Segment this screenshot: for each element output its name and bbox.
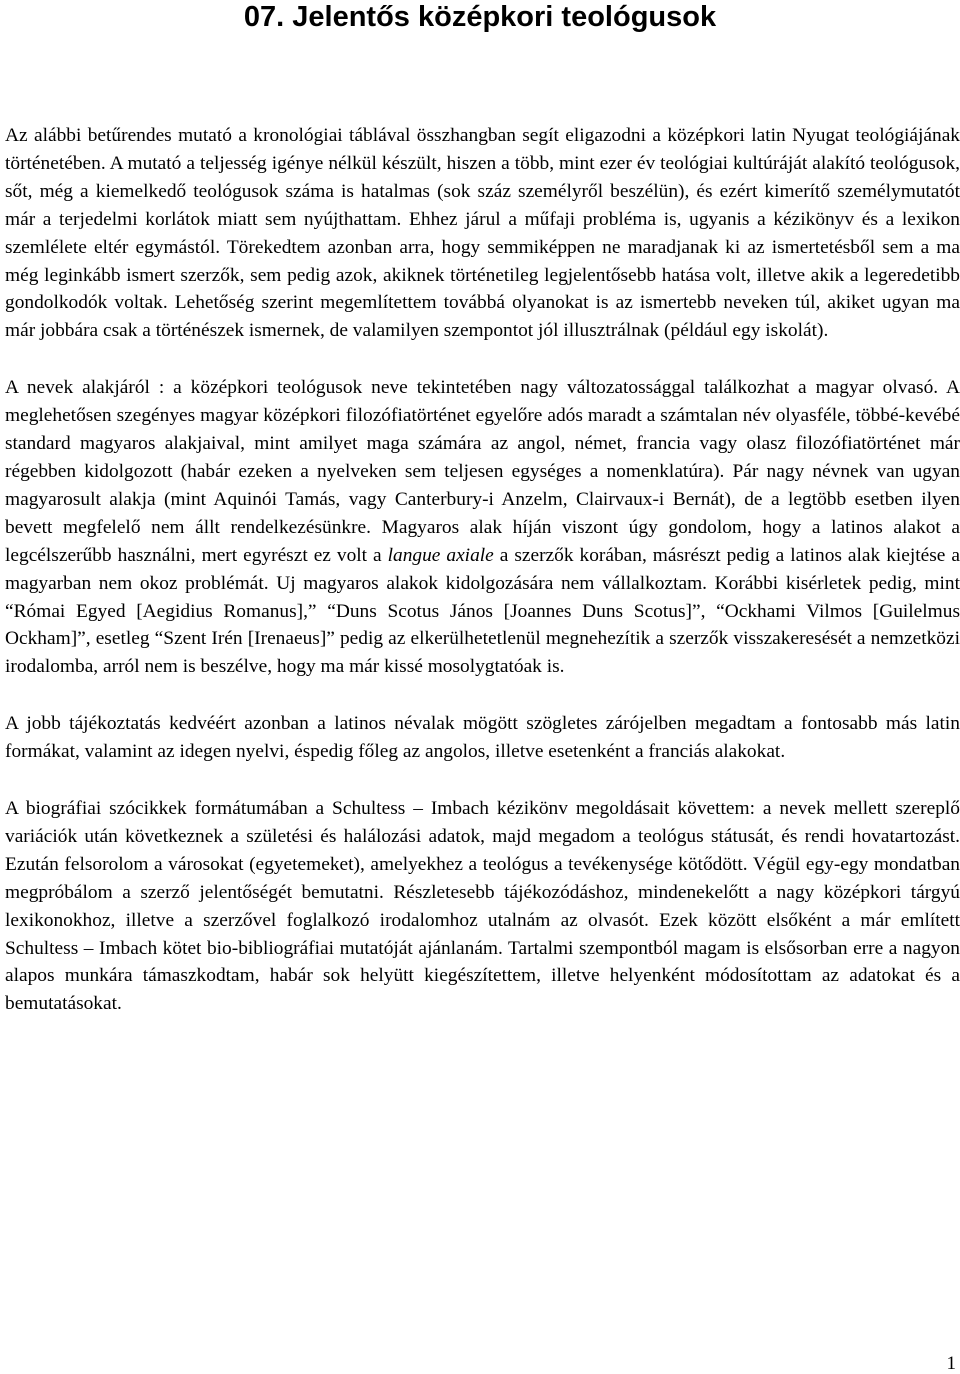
page-number: 1 xyxy=(946,1353,956,1374)
name-forms-text-part-2: a szerzők korában, másrészt pedig a latinos alak kiejtése a magyarban nem okoz problémát. Uj magyaros alakok kidolgozására nem vállalkoztam. Korábbi kisérletek pedig, mint “Római Egyed [Aegidius Romanus],” “Duns Scotus János [Joannes Duns Scotus]”, “Ockhami Vilmos [Guilelmus Ockham]”, esetleg “Szent Irén [Irenaeus]” pedig az elkerülhetetlenül megnehezítik a szerzők visszakeresését a nemzetközi irodalomba, arról nem is beszélve, hogy ma már kissé mosolygtatóak is. xyxy=(5,544,960,678)
biography-format-paragraph: A biográfiai szócikkek formátumában a Schultess – Imbach kézikönv megoldásait követtem: a nevek mellett szereplő variációk után következnek a születési és halálozási adatok, majd megadom a teológus státusát, és rendi hovatartozást. Ezután felsorolom a városokat (egyetemeket), amelyekhez a teológus a tevékenysége kötődött. Végül egy-egy mondatban megpróbálom a szerző jelentőségét bemutatni. Részletesebb tájékozódáshoz, mindenekelőtt a nagy középkori tárgyú lexikonokhoz, illetve a szerzővel foglalkozó irodalomhoz utalnám az olvasót. Ezek között elsőként a már említett Schultess – Imbach kötet bio-bibliográfiai mutatóját ajánlanám. Tartalmi szempontból magam is elsősorban erre a nagyon alapos munkára támaszkodtam, habár sok helyütt kiegészítettem, illetve helyenként módosítottam az adatokat és a bemutatásokat. xyxy=(5,798,960,1015)
document-body xyxy=(5,122,960,1047)
intro-paragraph: Az alábbi betűrendes mutató a kronológiai táblával összhangban segít eligazodni a középkori latin Nyugat teológiájának történetében. A mutató a teljesség igénye nélkül készült, hiszen a több, mint ezer év teológiai kultúráját alakító teológusok, sőt, még a kiemelkedő teológusok száma is hatalmas (sok száz személyről beszélün), és ezért kimerítő személymutatót már a terjedelmi korlátok miatt sem nyújthattam. Ehhez járul a műfaji probléma is, ugyanis a kézikönyv és a lexikon szemlélete eltér egymástól. Törekedtem azonban arra, hogy semmiképpen ne maradjanak ki az ismertetésből sem a ma még leginkább ismert szerzők, sem pedig azok, akiknek történetileg legjelentősebb hatása volt, illetve akik a legeredetibb gondolkodók voltak. Lehetőség szerint megemlítettem továbbá olyanokat is az ismertebb neveken túl, akiket ugyan ma már jobbára csak a történészek ismernek, de valamilyen szempontot jól illusztrálnak (például egy iskolát). xyxy=(5,125,960,342)
italic-term: langue axiale xyxy=(387,544,494,566)
name-forms-text-part-1: A nevek alakjáról : a középkori teológusok neve tekintetében nagy változatossággal találkozhat a magyar olvasó. A meglehetősen szegényes magyar középkori filozófiatörténet egyelőre adós maradt a számtalan név olyasféle, többé-kevébé standard magyaros alakjaival, mint amilyet maga számára az angol, német, francia vagy olasz filozófiatörténet már régebben kidolgozott (habár ezeken a nyelveken sem teljesen egységes a nomenklatúra). Pár nagy névnek van ugyan magyarosult alakja (mint Aquinói Tamás, vagy Canterbury-i Anzelm, Clairvaux-i Bernát), de a legtöbb esetben ilyen bevett megfelelő nem állt rendelkezésünkre. Magyaros alak híján viszont úgy gondolom, hogy a latinos alakot a legcélszerűbb használni, mert egyrészt ez volt a xyxy=(5,377,960,566)
latin-forms-paragraph: A jobb tájékoztatás kedvéért azonban a latinos névalak mögött szögletes zárójelben megadtam a fontosabb más latin formákat, valamint az idegen nyelvi, éspedig főleg az angolos, illetve esetenként a franciás alakokat. xyxy=(5,713,960,763)
name-forms-paragraph xyxy=(5,374,960,681)
page-title: 07. Jelentős középkori teológusok xyxy=(243,1,717,33)
